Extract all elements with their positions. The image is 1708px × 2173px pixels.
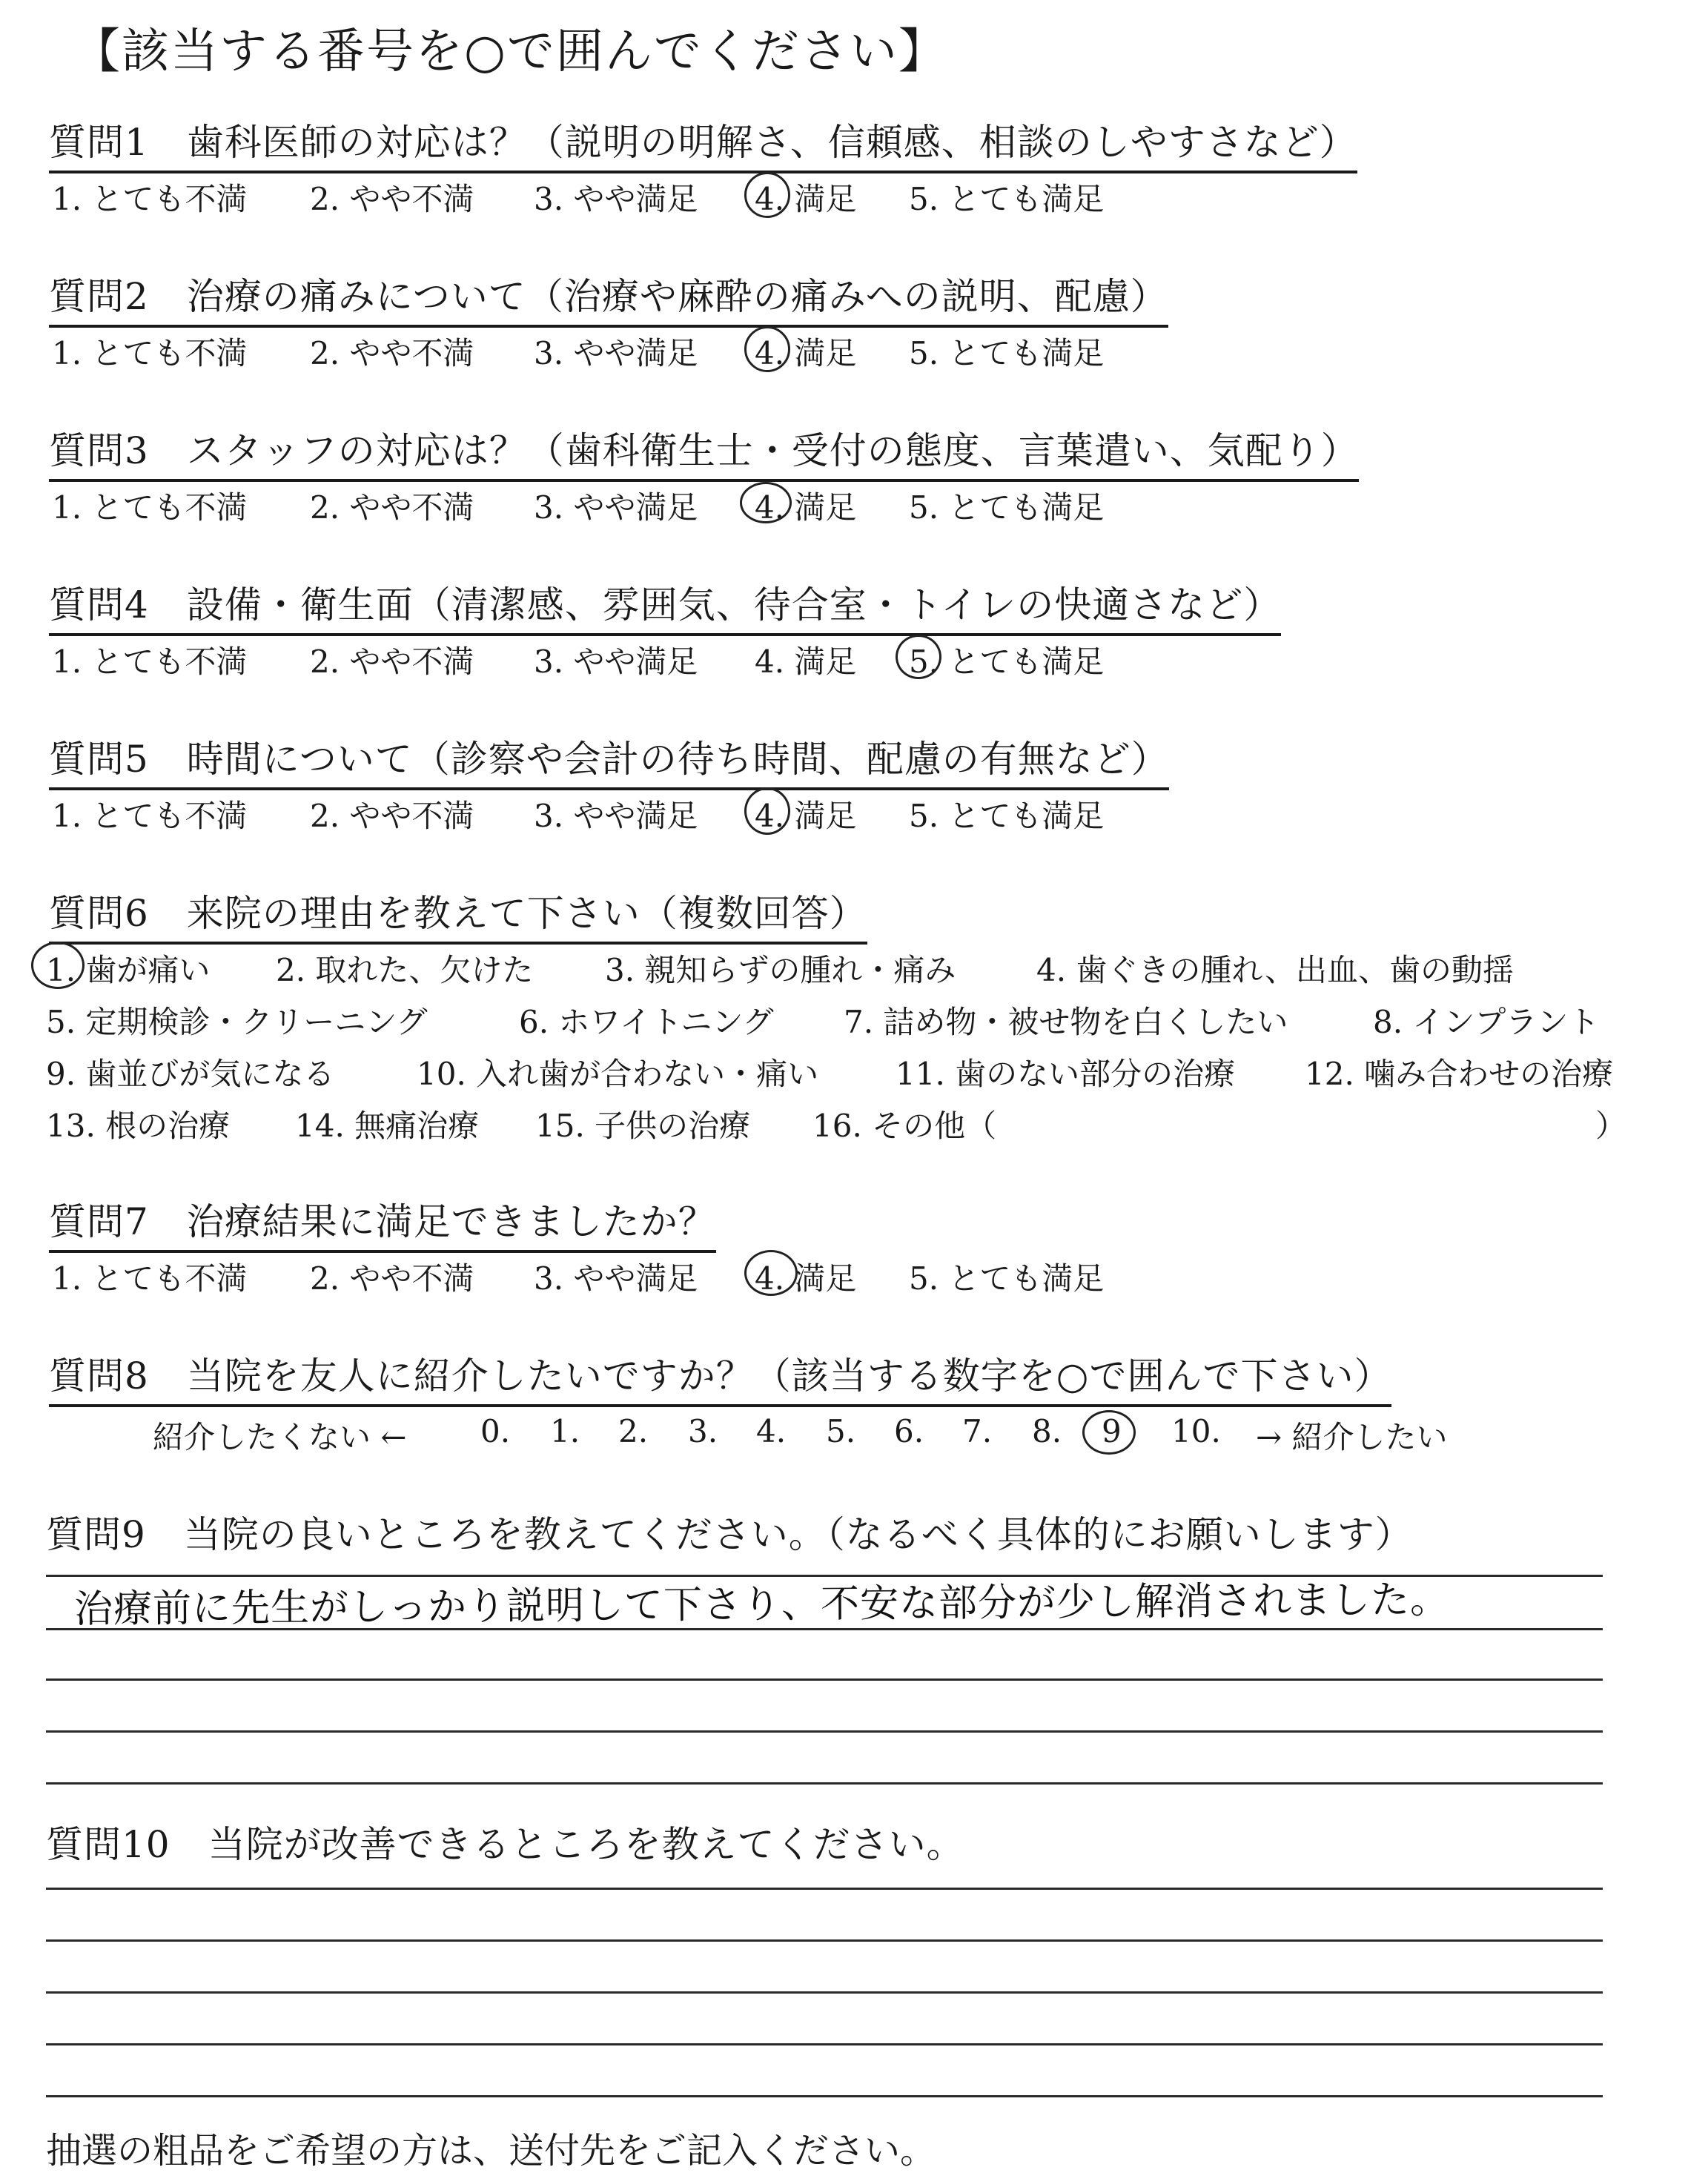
reason-8[interactable]: 8. インプラント	[1373, 1004, 1600, 1040]
option-1[interactable]: 1. とても不満	[52, 798, 248, 834]
answer-line	[46, 1782, 1603, 1785]
reason-10[interactable]: 10. 入れ歯が合わない・痛い	[417, 1056, 819, 1092]
selected-circle	[31, 942, 85, 989]
answer-line	[46, 2095, 1603, 2097]
option-5[interactable]: 5. とても満足	[909, 335, 1105, 371]
question-4-title: 質問4 設備・衛生面（清潔感、雰囲気、待合室・トイレの快適さなど）	[49, 575, 1281, 636]
answer-line	[46, 1888, 1603, 1890]
option-3[interactable]: 3. やや満足	[534, 335, 698, 371]
scale-high-label: → 紹介したい	[1256, 1419, 1448, 1455]
scale-6[interactable]: 6.	[894, 1413, 924, 1449]
option-4[interactable]: 4. 満足	[755, 798, 857, 834]
reason-13[interactable]: 13. 根の治療	[46, 1108, 231, 1144]
reason-5[interactable]: 5. 定期検診・クリーニング	[46, 1004, 428, 1040]
reason-12[interactable]: 12. 噛み合わせの治療	[1305, 1056, 1614, 1092]
question-2-options	[0, 329, 1708, 374]
scale-0[interactable]: 0.	[480, 1413, 511, 1449]
option-4[interactable]: 4. 満足	[755, 1260, 857, 1297]
question-7-title: 質問7 治療結果に満足できましたか？	[49, 1192, 716, 1253]
option-1[interactable]: 1. とても不満	[52, 489, 248, 526]
selected-circle	[744, 172, 790, 218]
question-6-options	[0, 946, 1708, 1161]
option-2[interactable]: 2. やや不満	[310, 181, 474, 217]
option-1[interactable]: 1. とても不満	[52, 335, 248, 371]
reason-1[interactable]: 1. 歯が痛い	[46, 952, 211, 988]
answer-line	[46, 1678, 1603, 1681]
selected-circle	[896, 635, 941, 679]
option-3[interactable]: 3. やや満足	[534, 181, 698, 217]
selected-circle	[744, 787, 790, 835]
question-9-title: 質問9 当院の良いところを教えてください。（なるべく具体的にお願いします）	[46, 1513, 1413, 1556]
reason-16-close-paren: ）	[1595, 1108, 1627, 1144]
option-2[interactable]: 2. やや不満	[310, 644, 474, 680]
scale-3[interactable]: 3.	[688, 1413, 718, 1449]
reason-6[interactable]: 6. ホワイトニング	[519, 1004, 774, 1040]
question-2-title: 質問2 治療の痛みについて（治療や麻酔の痛みへの説明、配慮）	[49, 267, 1168, 328]
reason-2[interactable]: 2. 取れた、欠けた	[276, 952, 534, 988]
scale-8[interactable]: 8.	[1032, 1413, 1062, 1449]
answer-line	[46, 1730, 1603, 1733]
option-1[interactable]: 1. とても不満	[52, 181, 248, 217]
option-3[interactable]: 3. やや満足	[534, 798, 698, 834]
selected-circle	[1082, 1410, 1136, 1455]
reason-9[interactable]: 9. 歯並びが気になる	[46, 1056, 335, 1092]
question-8-title: 質問8 当院を友人に紹介したいですか？（該当する数字を○で囲んで下さい）	[49, 1346, 1391, 1407]
answer-line	[46, 2043, 1603, 2045]
question-7-options	[0, 1254, 1708, 1299]
reason-11[interactable]: 11. 歯のない部分の治療	[896, 1056, 1236, 1092]
question-3-title: 質問3 スタッフの対応は？（歯科衛生士・受付の態度、言葉遣い、気配り）	[49, 421, 1359, 482]
scale-10[interactable]: 10.	[1171, 1413, 1221, 1449]
question-10-title: 質問10 当院が改善できるところを教えてください。	[46, 1823, 964, 1866]
scale-4[interactable]: 4.	[756, 1413, 787, 1449]
option-5[interactable]: 5. とても満足	[909, 181, 1105, 217]
option-2[interactable]: 2. やや不満	[310, 335, 474, 371]
option-1[interactable]: 1. とても不満	[52, 1260, 248, 1297]
option-2[interactable]: 2. やや不満	[310, 489, 474, 526]
option-5[interactable]: 5. とても満足	[909, 644, 1105, 680]
answer-line	[46, 1991, 1603, 1994]
question-1-title: 質問1 歯科医師の対応は？（説明の明解さ、信頼感、相談のしやすさなど）	[49, 113, 1357, 173]
scale-1[interactable]: 1.	[550, 1413, 580, 1449]
option-3[interactable]: 3. やや満足	[534, 489, 698, 526]
question-3-options	[0, 483, 1708, 528]
reason-3[interactable]: 3. 親知らずの腫れ・痛み	[605, 952, 956, 988]
selected-circle	[744, 326, 790, 372]
scale-2[interactable]: 2.	[618, 1413, 649, 1449]
selected-circle	[740, 482, 792, 523]
scale-5[interactable]: 5.	[826, 1413, 856, 1449]
page-title: 【該当する番号を○で囲んでください】	[73, 24, 947, 79]
option-5[interactable]: 5. とても満足	[909, 798, 1105, 834]
option-4[interactable]: 4. 満足	[755, 181, 857, 217]
option-5[interactable]: 5. とても満足	[909, 1260, 1105, 1297]
scale-low-label: 紹介したくない ←	[153, 1419, 407, 1455]
option-4[interactable]: 4. 満足	[755, 644, 857, 680]
question-9-answer[interactable]: 治療前に先生がしっかり説明して下さり、不安な部分が少し解消されました。	[73, 1578, 1450, 1632]
option-2[interactable]: 2. やや不満	[310, 1260, 474, 1297]
option-4[interactable]: 4. 満足	[755, 335, 857, 371]
question-1-options	[0, 175, 1708, 219]
question-5-title: 質問5 時間について（診察や会計の待ち時間、配慮の有無など）	[49, 730, 1169, 790]
reason-15[interactable]: 15. 子供の治療	[535, 1108, 751, 1144]
scale-7[interactable]: 7.	[962, 1413, 993, 1449]
question-5-options	[0, 792, 1708, 836]
option-3[interactable]: 3. やや満足	[534, 644, 698, 680]
reason-7[interactable]: 7. 詰め物・被せ物を白くしたい	[844, 1004, 1288, 1040]
reason-16[interactable]: 16. その他（	[812, 1108, 997, 1144]
question-4-options	[0, 638, 1708, 682]
option-4[interactable]: 4. 満足	[755, 489, 857, 526]
option-1[interactable]: 1. とても不満	[52, 644, 248, 680]
option-3[interactable]: 3. やや満足	[534, 1260, 698, 1297]
answer-line	[46, 1939, 1603, 1942]
reason-14[interactable]: 14. 無痛治療	[295, 1108, 480, 1144]
footer-instructions: 抽選の粗品をご希望の方は、送付先をご記入ください。	[46, 2130, 936, 2172]
answer-line	[46, 1628, 1603, 1630]
recommend-scale	[0, 1413, 1708, 1458]
option-2[interactable]: 2. やや不満	[310, 798, 474, 834]
scale-9[interactable]: 9	[1102, 1413, 1122, 1449]
reason-4[interactable]: 4. 歯ぐきの腫れ、出血、歯の動揺	[1036, 952, 1514, 988]
option-5[interactable]: 5. とても満足	[909, 489, 1105, 526]
selected-circle	[744, 1250, 798, 1296]
question-6-title: 質問6 来院の理由を教えて下さい（複数回答）	[49, 884, 867, 945]
